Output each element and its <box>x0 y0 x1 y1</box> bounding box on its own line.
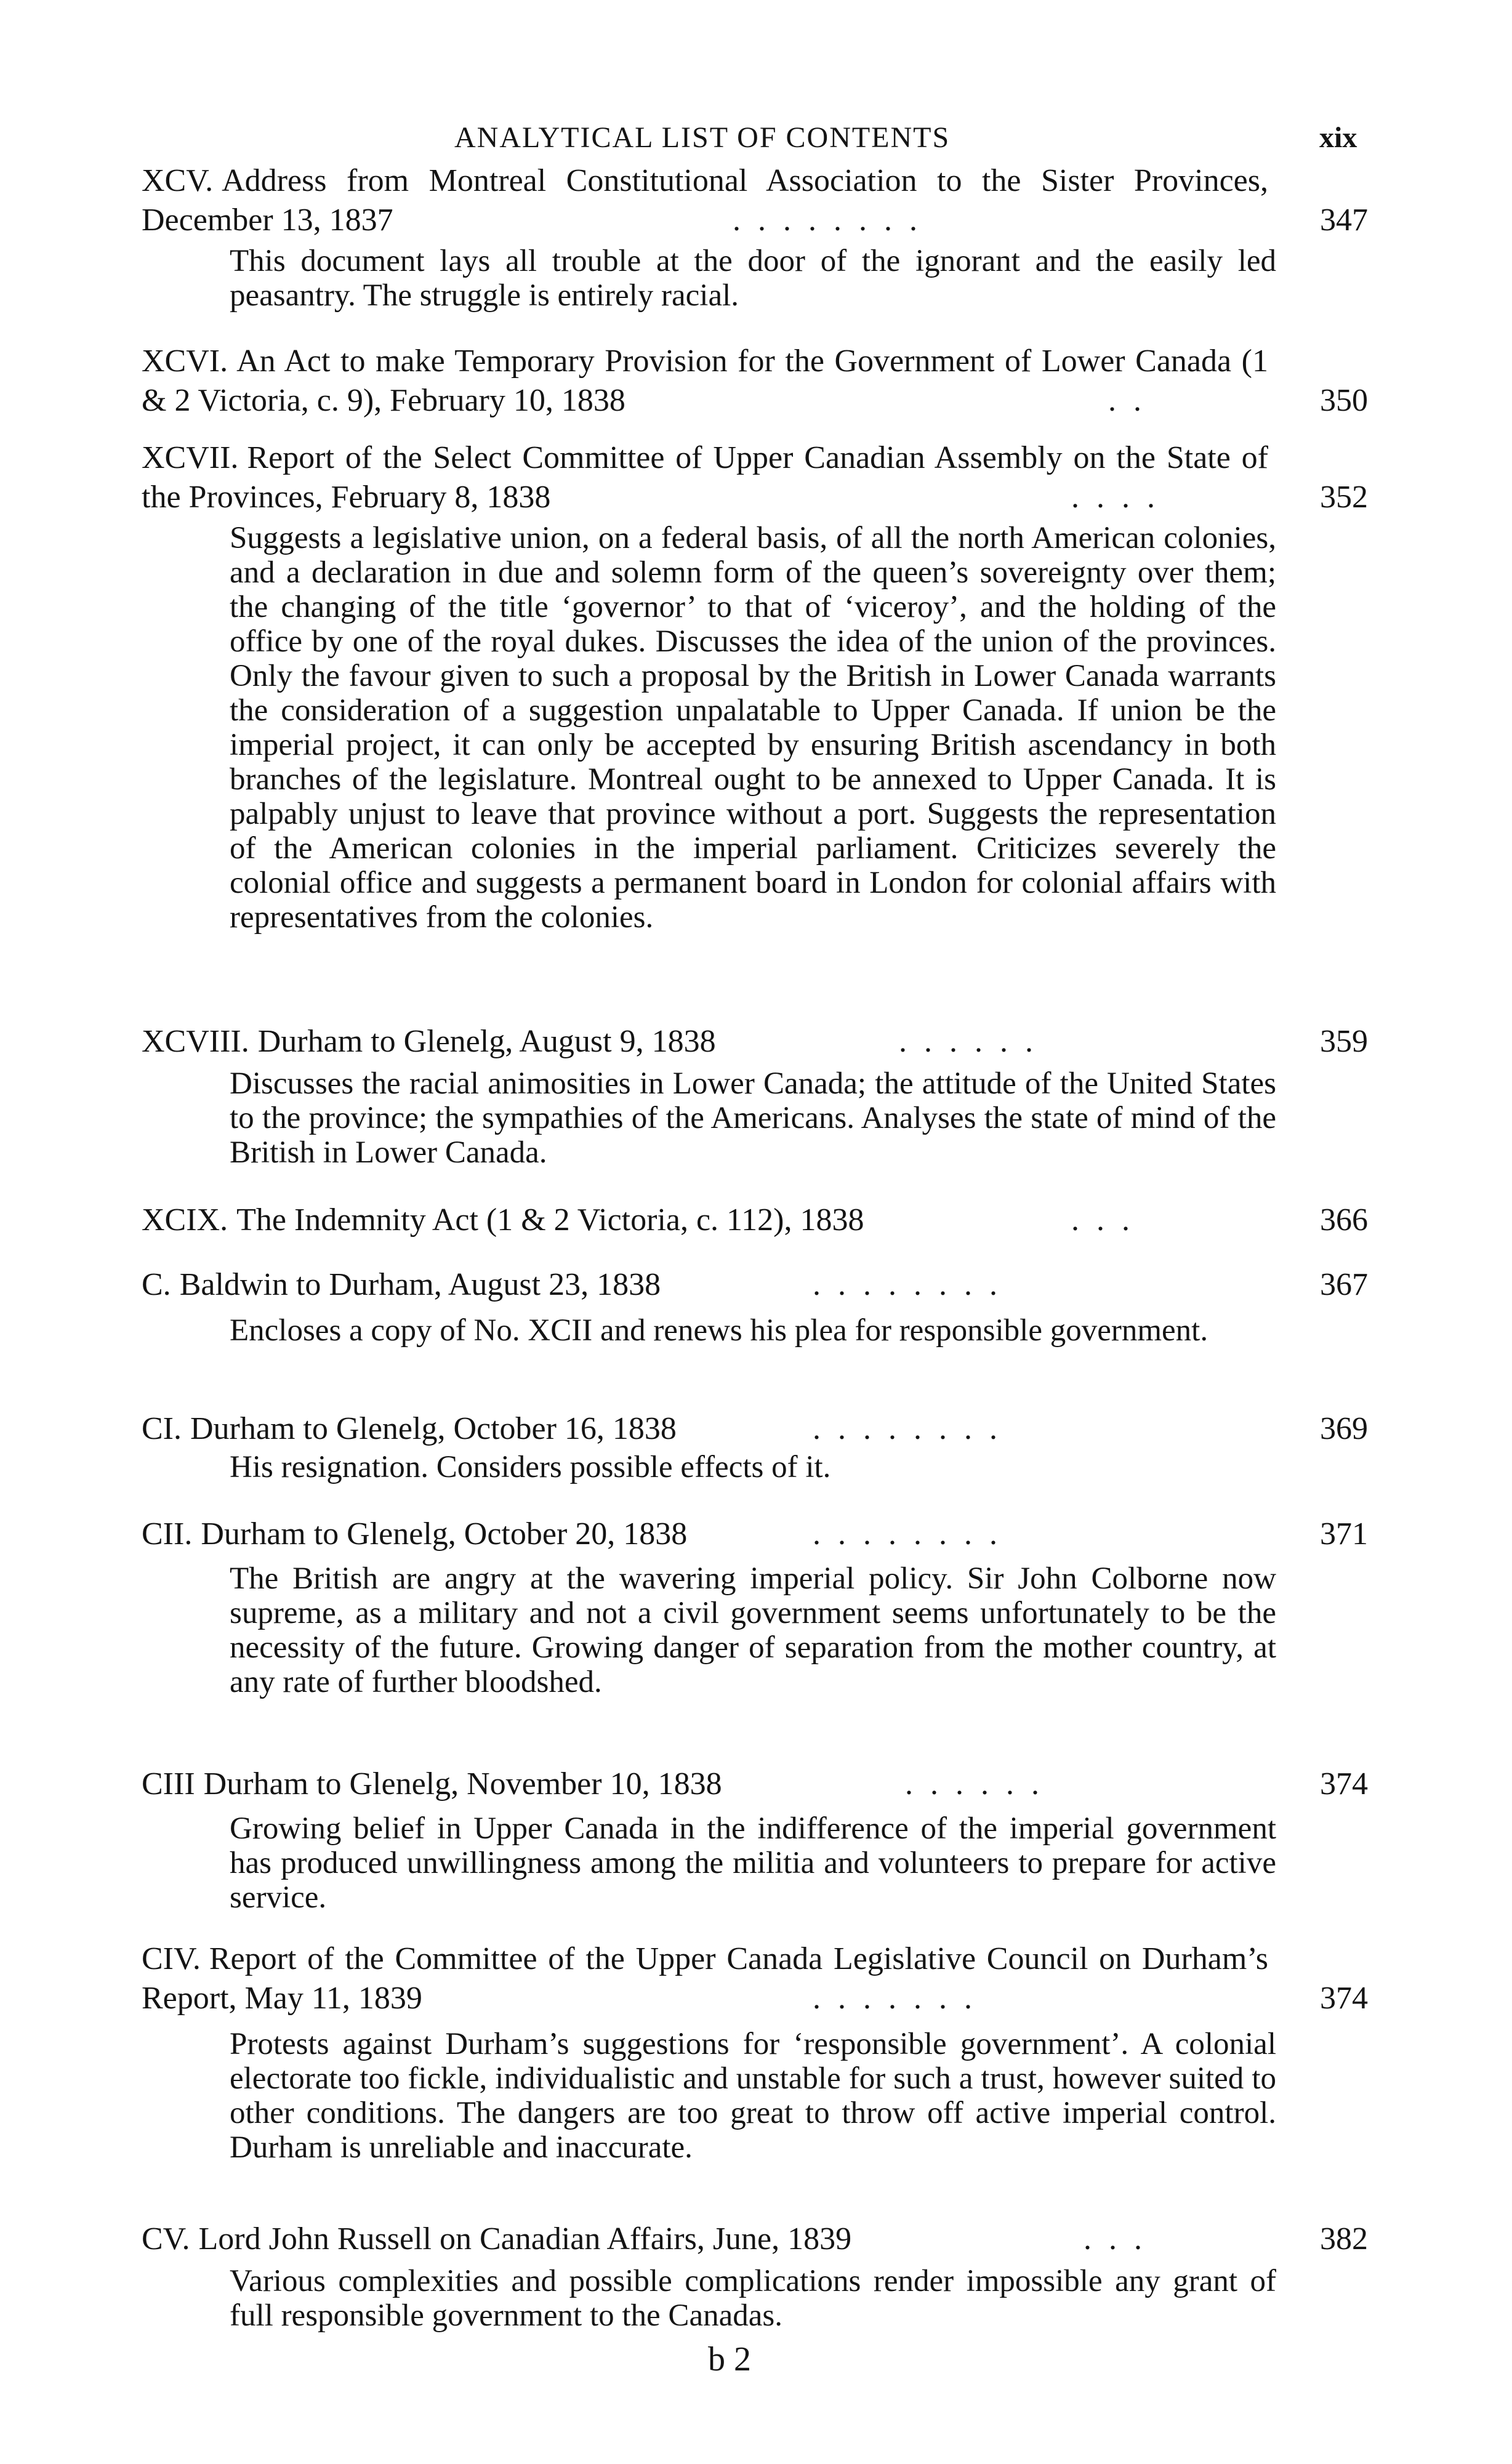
leader-dots: ...... <box>905 1766 1056 1802</box>
entry-number: CIV. <box>142 1941 201 1976</box>
entry-description: Various complexities and possible complications render impossible any grant of full responsible government to the Canadas. <box>230 2264 1276 2333</box>
entry-heading <box>142 1022 1268 1061</box>
entry-description: Growing belief in Upper Canada in the indifference of the imperial government has produced unwillingness among the militia and volunteers to prepare for active service. <box>230 1811 1276 1915</box>
entry-page: 350 <box>1320 383 1368 418</box>
header-page-number: xix <box>1319 121 1357 154</box>
leader-dots: .. <box>1108 383 1159 418</box>
entry-page: 359 <box>1320 1024 1368 1059</box>
entry-page: 382 <box>1320 2221 1368 2257</box>
entry-heading <box>142 1265 1268 1305</box>
entry-number: XCVI. <box>142 344 228 379</box>
entry-title: An Act to make Temporary Provision for the Government of Lower Canada (1 & 2 Victoria, c. 9), February 10, 1838 <box>142 344 1268 418</box>
leader-dots: ... <box>1084 2221 1159 2257</box>
leader-dots: .... <box>1071 480 1172 515</box>
entry-title: Durham to Glenelg, August 9, 1838 <box>257 1024 716 1059</box>
entry-title: Durham to Glenelg, October 20, 1838 <box>201 1516 688 1552</box>
entry-title: Durham to Glenelg, October 16, 1838 <box>190 1411 677 1446</box>
entry-description: His resignation. Considers possible effects of it. <box>230 1450 831 1484</box>
entry-title: Durham to Glenelg, November 10, 1838 <box>203 1766 722 1802</box>
leader-dots: ........ <box>813 1411 1015 1446</box>
entry-description: This document lays all trouble at the door of the ignorant and the easily led peasantry. The struggle is entirely racial. <box>230 244 1276 313</box>
entry-heading <box>142 161 1268 240</box>
entry-page: 374 <box>1320 1981 1368 2016</box>
leader-dots: ...... <box>899 1024 1050 1059</box>
entry-description: The British are angry at the wavering imperial policy. Sir John Colborne now supreme, as a military and not a civil government seems unfortunately to be the necessity of the future. Growing danger of separation from the mother country, at any rate of further bloodshed. <box>230 1561 1276 1699</box>
entry-heading <box>142 1409 1268 1449</box>
entry-title: Report of the Committee of the Upper Canada Legislative Council on Durham’s Report, May 11, 1839 <box>142 1941 1268 2016</box>
entry-number: XCV. <box>142 163 214 198</box>
entry-page: 369 <box>1320 1411 1368 1446</box>
entry-heading <box>142 1939 1268 2018</box>
running-title: ANALYTICAL LIST OF CONTENTS <box>454 121 951 154</box>
entry-description: Discusses the racial animosities in Lower Canada; the attitude of the United States to the province; the sympathies of the Americans. Analyses the state of mind of the British in Lower Canada. <box>230 1066 1276 1170</box>
entry-title: Address from Montreal Constitutional Association to the Sister Provinces, December 13, 1837 <box>142 163 1268 238</box>
entry-number: XCIX. <box>142 1202 228 1238</box>
entry-number: XCVIII. <box>142 1024 249 1059</box>
signature-mark: b 2 <box>708 2340 751 2378</box>
entry-title: Report of the Select Committee of Upper Canadian Assembly on the State of the Provinces, February 8, 1838 <box>142 440 1268 515</box>
leader-dots: ... <box>1071 1202 1147 1238</box>
entry-page: 371 <box>1320 1516 1368 1552</box>
page-header <box>0 121 1512 158</box>
entry-number: CV. <box>142 2221 190 2257</box>
entry-heading <box>142 1765 1268 1804</box>
entry-page: 374 <box>1320 1766 1368 1802</box>
entry-heading <box>142 342 1268 421</box>
entry-title: The Indemnity Act (1 & 2 Victoria, c. 112), 1838 <box>236 1202 864 1238</box>
entry-title: Lord John Russell on Canadian Affairs, June, 1839 <box>198 2221 852 2257</box>
entry-number: XCVII. <box>142 440 239 475</box>
entry-number: CIII <box>142 1766 195 1802</box>
leader-dots: ....... <box>813 1981 989 2016</box>
entry-page: 366 <box>1320 1202 1368 1238</box>
leader-dots: ........ <box>733 203 935 238</box>
entry-number: CI. <box>142 1411 182 1446</box>
leader-dots: ........ <box>813 1516 1015 1552</box>
entry-heading <box>142 1515 1268 1554</box>
leader-dots: ........ <box>813 1267 1015 1302</box>
entry-page: 347 <box>1320 203 1368 238</box>
entry-description: Encloses a copy of No. XCII and renews his plea for responsible government. <box>230 1313 1208 1348</box>
entry-title: Baldwin to Durham, August 23, 1838 <box>179 1267 661 1302</box>
entry-number: CII. <box>142 1516 193 1552</box>
entry-description: Protests against Durham’s suggestions for ‘responsible government’. A colonial electorate too fickle, individualistic and unstable for such a trust, however suited to other conditions. The dangers are too great to throw off active imperial control. Durham is unreliable and inaccurate. <box>230 2027 1276 2165</box>
entry-page: 367 <box>1320 1267 1368 1302</box>
entry-number: C. <box>142 1267 171 1302</box>
entry-page: 352 <box>1320 480 1368 515</box>
entry-description: Suggests a legislative union, on a federal basis, of all the north American colonies, and a declaration in due and solemn form of the queen’s sovereignty over them; the changing of the title ‘governor’ to that of ‘viceroy’, and the holding of the office by one of the royal dukes. Discusses the idea of the union of the provinces. Only the favour given to such a proposal by the British in Lower Canada warrants the consideration of a suggestion unpalatable to Upper Canada. If union be the imperial project, it can only be accepted by ensuring British ascendancy in both branches of the legislature. Montreal ought to be annexed to Upper Canada. It is palpably unjust to leave that province without a port. Suggests the representation of the American colonies in the imperial parliament. Criticizes severely the colonial office and suggests a permanent board in London for colonial affairs with representatives from the colonies. <box>230 521 1276 935</box>
